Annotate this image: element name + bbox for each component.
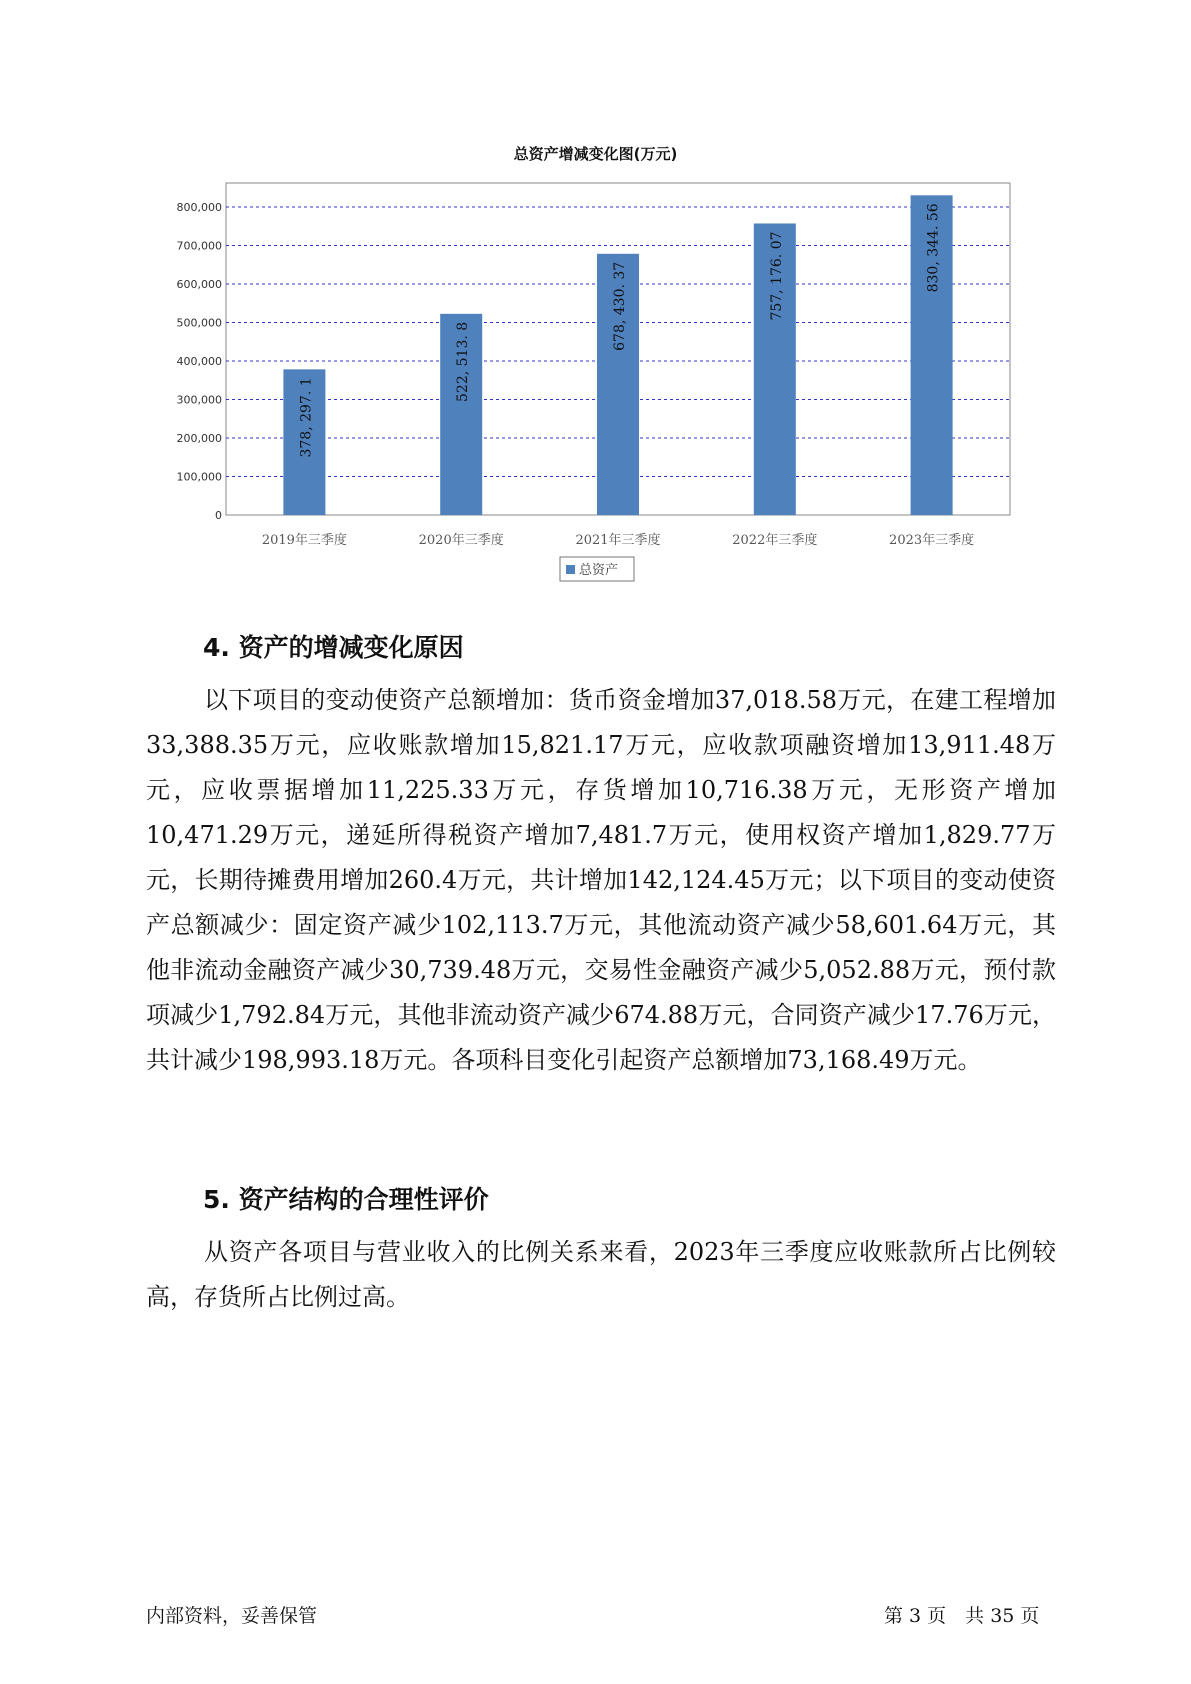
x-category-label: 2019年三季度 xyxy=(261,533,347,548)
footer-confidential-note: 内部资料，妥善保管 xyxy=(146,1605,318,1627)
x-category-label: 2023年三季度 xyxy=(889,533,975,548)
y-tick-label: 500,000 xyxy=(176,316,222,330)
y-tick-label: 600,000 xyxy=(176,278,222,291)
bar-value-label: 678, 430. 37 xyxy=(612,261,628,351)
y-tick-label: 400,000 xyxy=(176,355,222,368)
y-tick-label: 800,000 xyxy=(176,201,222,214)
y-tick-label: 200,000 xyxy=(176,432,222,445)
y-tick-label: 100,000 xyxy=(176,470,222,484)
footer-page-number: 第 3 页 共 35 页 xyxy=(884,1605,1040,1627)
bar-value-label: 378, 297. 1 xyxy=(298,377,315,458)
bar-value-label: 757, 176. 07 xyxy=(768,231,785,321)
section-4-paragraph: 以下项目的变动使资产总额增加：货币资金增加37,018.58万元，在建工程增加33,388.35万元，应收账款增加15,821.17万元，应收款项融资增加13,911.48万元，应收票据增加11,225.33万元，存货增加10,716.38万元，无形资产增加10,471.29万元，递延所得税资产增加7,481.7万元，使用权资产增加1,829.77万元，长期待摊费用增加260.4万元，共计增加142,124.45万元；以下项目的变动使资产总额减少：固定资产减少102,113.7万元，其他流动资产减少58,601.64万元，其他非流动金融资产减少30,739.48万元，交易性金融资产减少5,052.88万元，预付款项减少1,792.84万元，其他非流动资产减少674.88万元，合同资产减少17.76万元，共计减少198,993.18万元。各项科目变化引起资产总额增加73,168.49万元。 xyxy=(146,686,1056,1074)
x-category-label: 2021年三季度 xyxy=(575,533,661,548)
y-tick-label: 0 xyxy=(215,509,222,522)
bar-value-label: 522, 513. 8 xyxy=(455,321,472,402)
total-assets-bar-chart xyxy=(0,0,1191,600)
section-5-paragraph: 从资产各项目与营业收入的比例关系来看，2023年三季度应收账款所占比例较高，存货所占比例过高。 xyxy=(146,1238,1056,1311)
y-tick-label: 300,000 xyxy=(176,393,222,407)
section-5-heading: 5. 资产结构的合理性评价 xyxy=(203,1185,489,1214)
legend-swatch xyxy=(566,565,575,574)
x-category-label: 2022年三季度 xyxy=(732,533,818,548)
x-category-label: 2020年三季度 xyxy=(418,533,504,548)
chart-title: 总资产增减变化图(万元) xyxy=(513,145,678,163)
section-4-heading: 4. 资产的增减变化原因 xyxy=(203,633,464,662)
legend-label: 总资产 xyxy=(579,563,619,578)
y-tick-label: 700,000 xyxy=(176,239,222,253)
bar-value-label: 830, 344. 56 xyxy=(925,203,942,293)
